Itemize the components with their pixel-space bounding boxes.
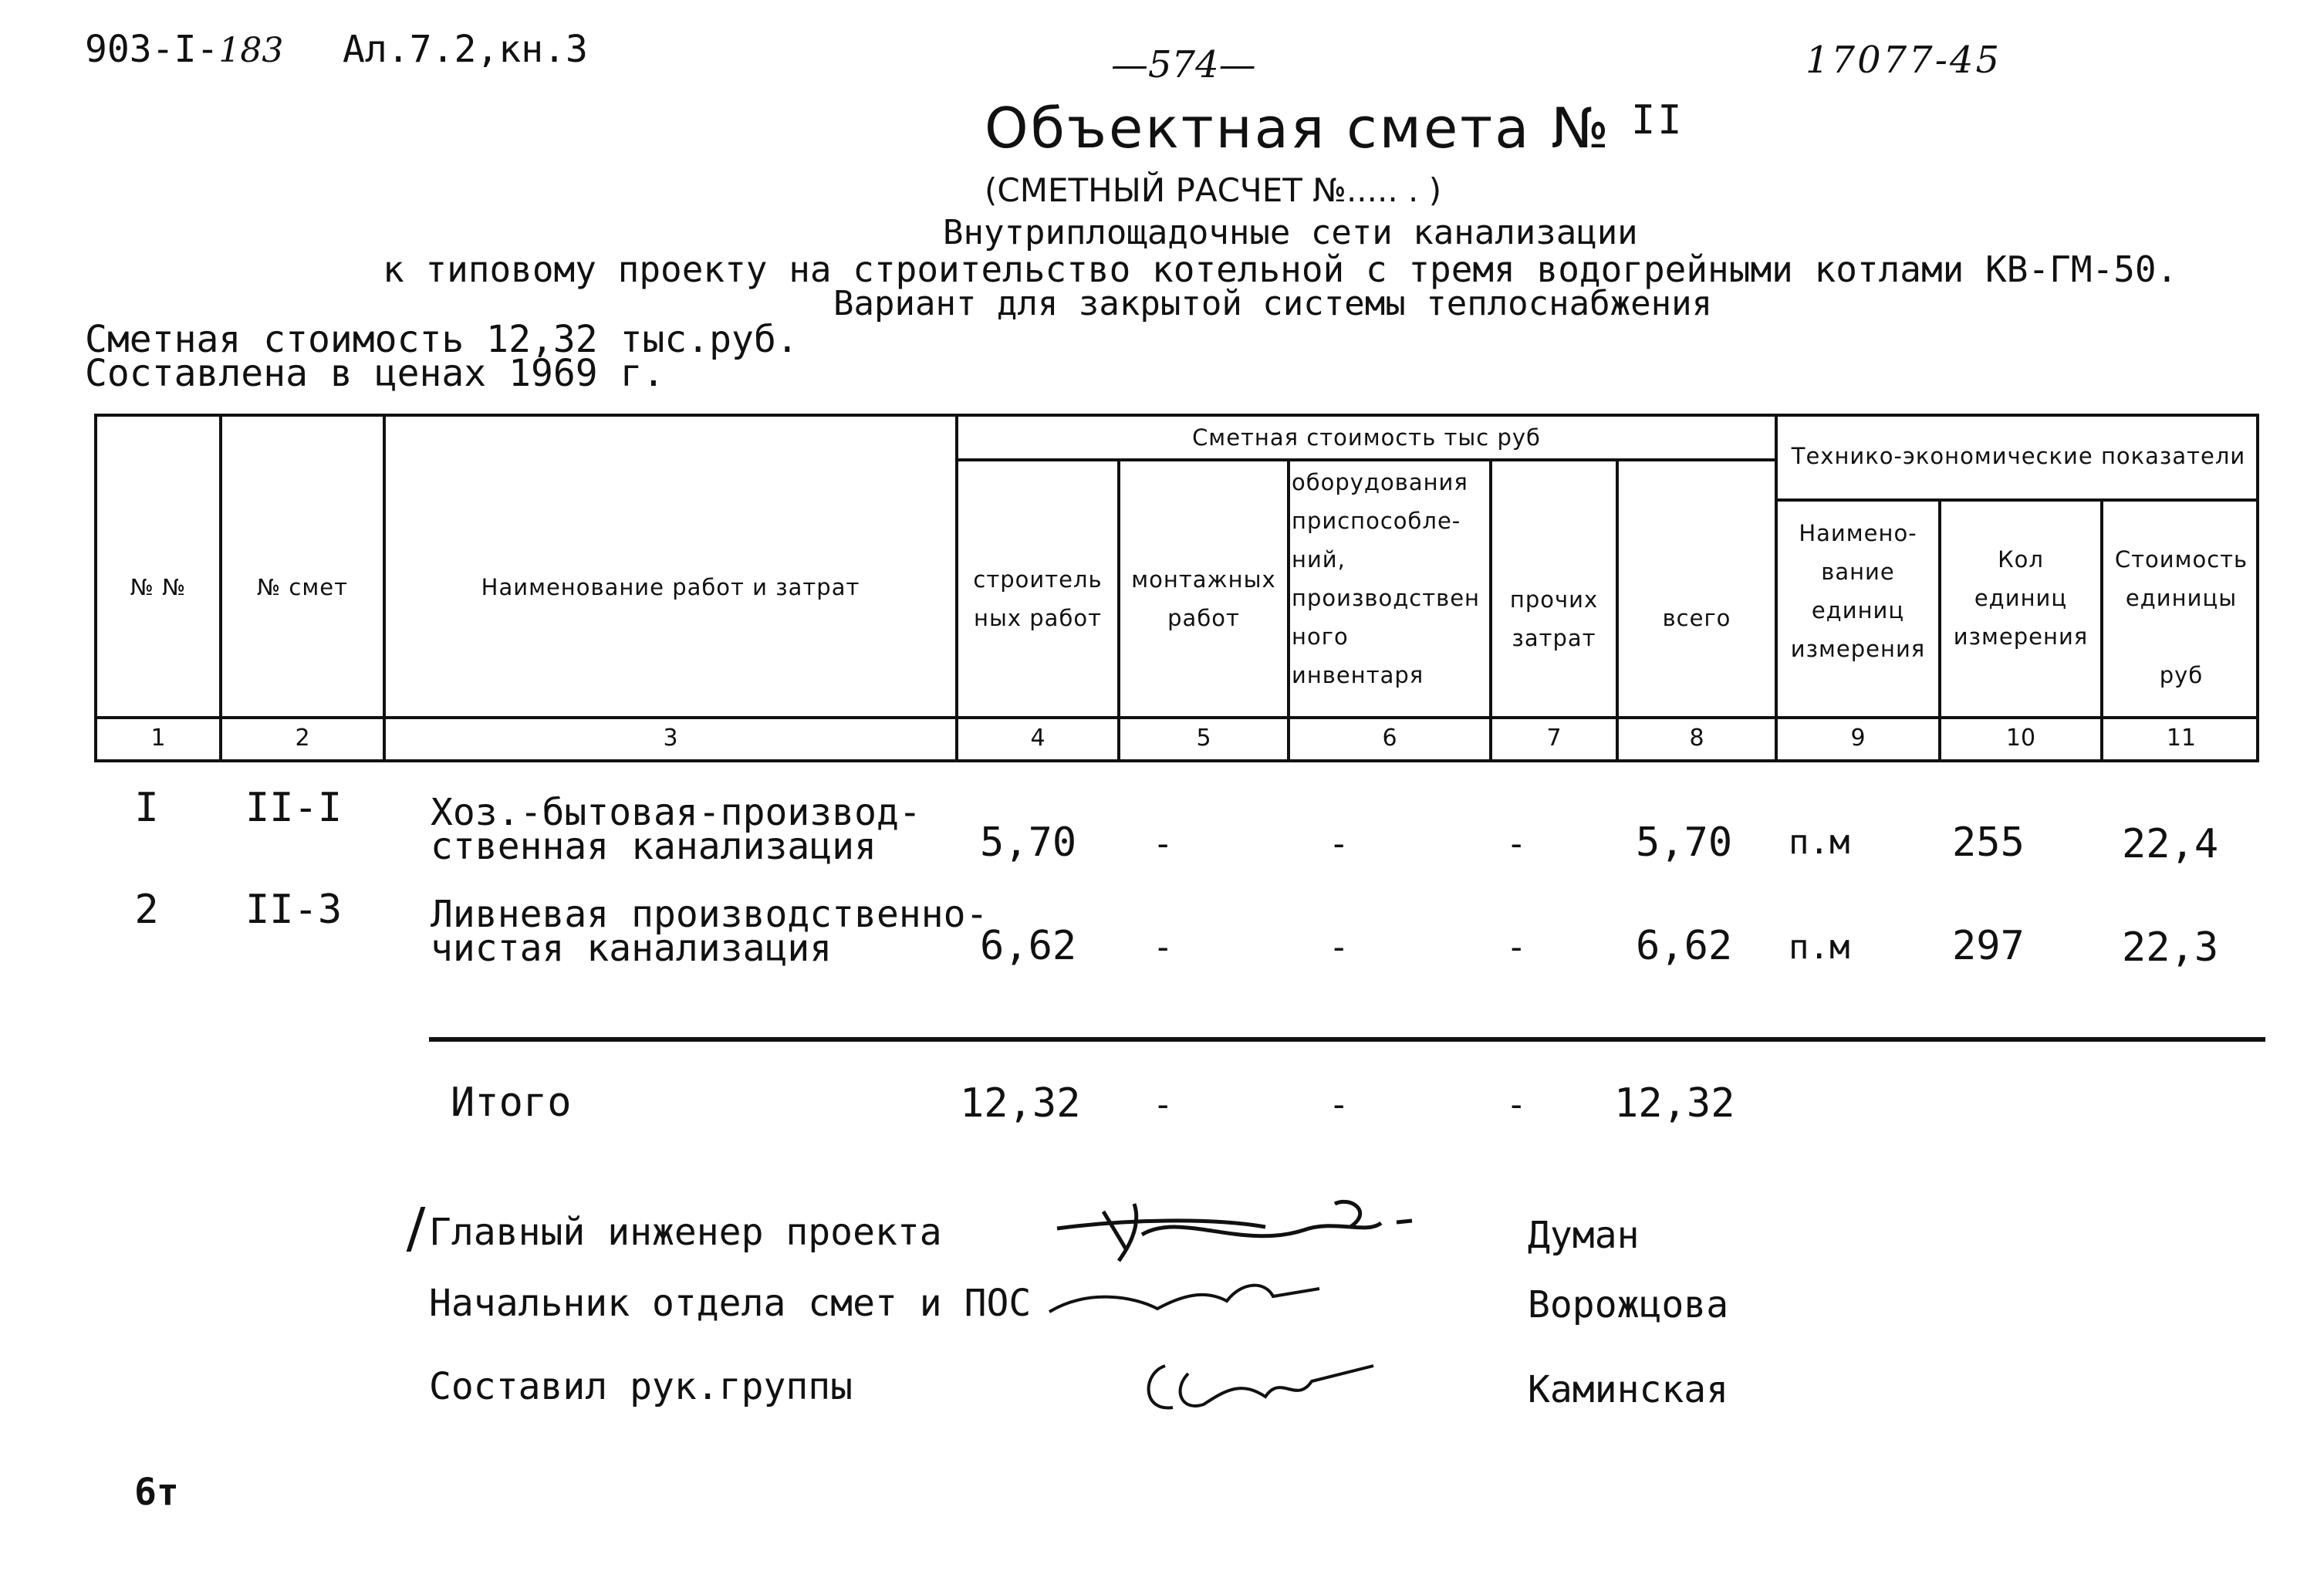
total-installation-cost: - [1153,1085,1174,1124]
price-basis: Составлена в ценах 1969 г. [85,352,665,395]
column-number: 6 [1382,725,1397,752]
group-header-estimated-cost: Сметная стоимость тыс руб [1192,424,1541,451]
row-equipment-cost: - [1329,928,1349,967]
total-equipment-cost: - [1329,1085,1349,1124]
signature-role: Составил рук.группы [429,1365,853,1408]
row-equipment-cost: - [1329,824,1349,863]
row-quantity: 255 [1952,819,2025,866]
row-installation-cost: - [1153,928,1174,967]
column-number: 5 [1196,725,1211,752]
column-number: 10 [2005,725,2036,752]
page-title-text: Объектная смета № [985,96,1612,161]
column-number: 4 [1030,725,1045,752]
col-header-work-name: Наименование работ и затрат [481,574,860,600]
col-header-total: всего [1662,605,1731,631]
col-header-other: прочих затрат [1509,586,1599,651]
total-all-cost: 12,32 [1614,1080,1735,1127]
page-title [985,96,1684,161]
total-divider [429,1037,2265,1042]
col-header-unit-quantity: Кол единиц измерения [1953,546,2089,650]
row-quantity: 297 [1952,923,2025,969]
row-estimate-number: II-3 [245,887,343,933]
subtitle-line-3: Вариант для закрытой системы теплоснабжения [833,284,1713,323]
footer-mark: 6т [134,1471,179,1514]
col-header-estimate-no: № смет [257,574,348,600]
row-unit: п.м [1789,823,1850,862]
col-header-installation: монтажных работ [1131,566,1276,631]
archive-number: 17077-45 [1805,39,2001,82]
document-code-printed: 903-I- [85,28,219,71]
total-other-cost: - [1506,1085,1527,1124]
signatory-name: Думан [1528,1214,1640,1257]
estimated-cost: Сметная стоимость 12,32 тыс.руб. [85,318,799,361]
row-unit-cost: 22,3 [2122,924,2219,971]
column-number: 9 [1850,725,1866,752]
handwritten-signature-2 [1042,1266,1366,1327]
col-header-unit-cost: Стоимость единицы руб [2114,546,2248,688]
column-number: 11 [2166,725,2197,752]
signatory-name: Ворожцова [1528,1283,1729,1326]
column-number: 1 [150,725,166,752]
row-installation-cost: - [1153,824,1174,863]
col-header-unit-name: Наимено- вание единиц измерения [1790,520,1926,662]
col-header-construction: строитель ных работ [973,566,1103,631]
row-unit-cost: 22,4 [2122,821,2219,867]
signatory-name: Каминская [1528,1368,1729,1411]
page-title-number: II [1631,97,1684,144]
group-header-tech-indicators: Технико-экономические показатели [1791,443,2246,469]
signature-mark [407,1207,426,1252]
subtitle-line-2: к типовому проекту на строительство котельной с тремя водогрейными котлами КВ-ГМ-50. [383,248,2178,290]
handwritten-signature-1 [1011,1181,1466,1273]
row-other-cost: - [1506,824,1527,863]
col-header-equipment: оборудования приспособле- ний, производствен ного инвентаря [1292,469,1480,688]
row-number: I [134,785,159,831]
row-estimate-number: II-I [245,785,343,831]
row-unit: п.м [1789,928,1850,967]
col-header-no: № № [130,574,187,600]
album-reference: Ал.7.2,кн.3 [343,28,588,71]
page-number: —574— [1111,43,1256,86]
column-number: 7 [1546,725,1562,752]
row-total-cost: 5,70 [1636,819,1733,866]
document-code [85,28,283,71]
row-number: 2 [134,887,159,933]
row-construction-cost: 5,70 [980,819,1077,866]
subtitle-line-1: Внутриплощадочные сети канализации [943,213,1638,252]
row-work-name-line-1: Хоз.-бытовая-производ- [431,791,921,834]
column-number: 8 [1689,725,1704,752]
row-work-name-line-2: ственная канализация [431,825,877,868]
total-label: Итого [451,1080,572,1126]
total-construction-cost: 12,32 [960,1080,1081,1127]
document-code-handwritten: 183 [218,31,284,70]
column-number: 3 [663,725,678,752]
estimate-table-header [94,414,2259,762]
handwritten-signature-3 [1127,1343,1435,1428]
row-construction-cost: 6,62 [980,923,1077,969]
row-total-cost: 6,62 [1636,923,1733,969]
signature-role: Начальник отдела смет и ПОС [429,1282,1032,1325]
signature-role: Главный инженер проекта [429,1211,942,1254]
column-number: 2 [295,725,310,752]
row-work-name-line-2: чистая канализация [431,927,833,970]
row-work-name-line-1: Ливневая производственно- [431,893,988,936]
estimate-calculation-label: (СМЕТНЫЙ РАСЧЕТ №..... . ) [985,171,1442,209]
row-other-cost: - [1506,928,1527,967]
